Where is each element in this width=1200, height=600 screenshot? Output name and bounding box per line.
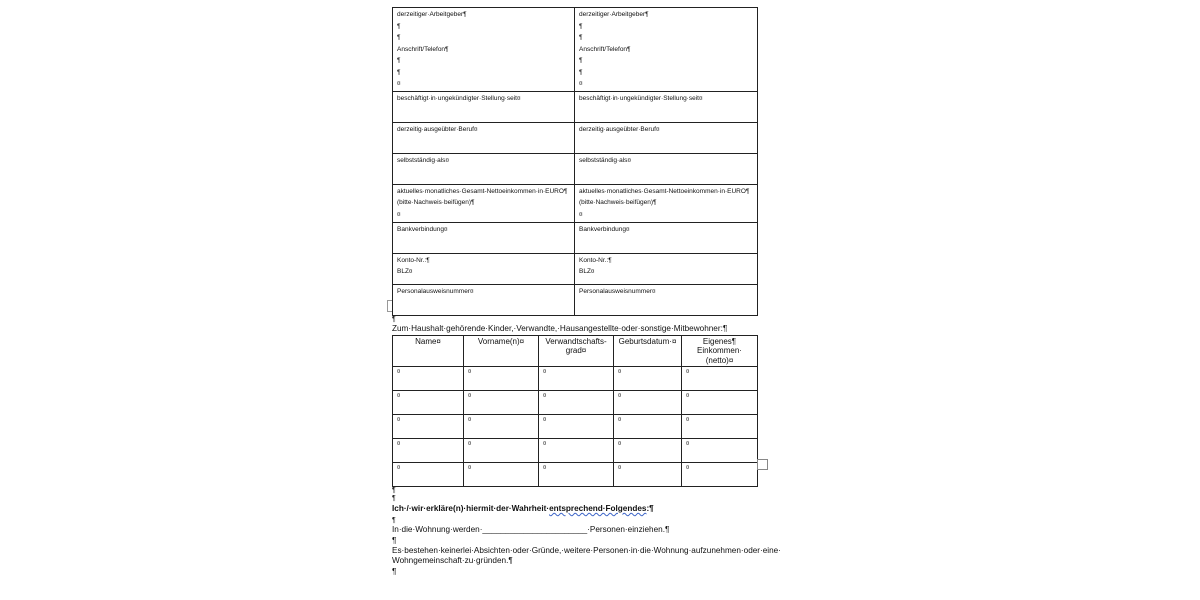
household-column-header — [539, 335, 614, 367]
cell-line: Bankverbindung¤ — [579, 225, 630, 233]
cell-line: ¶ — [397, 68, 401, 76]
cell-line: ¤ — [579, 80, 583, 87]
household-table-cell[interactable]: ¤ — [682, 391, 758, 415]
household-table-cell[interactable]: ¤ — [393, 367, 464, 391]
table-resize-handle[interactable] — [757, 459, 768, 470]
employer-table-cell[interactable] — [393, 222, 575, 253]
employer-table-row — [393, 222, 758, 253]
header-line: (netto)¤ — [705, 355, 734, 365]
employer-table-cell[interactable] — [575, 153, 758, 184]
household-column-header — [614, 335, 682, 367]
household-table-cell[interactable]: ¤ — [393, 463, 464, 487]
intent-line-2[interactable]: Wohngemeinschaft·zu·gründen.¶ — [392, 556, 513, 565]
intent-line-1[interactable]: Es·bestehen·keinerlei·Absichten·oder·Gründe,·weitere·Personen·in·die·Wohnung·aufzunehmen·oder·eine· — [392, 546, 781, 555]
employer-table-cell[interactable] — [575, 253, 758, 284]
cell-line: beschäftigt·in·ungekündigter·Stellung·seit¤ — [397, 94, 521, 102]
employer-table-cell[interactable] — [575, 184, 758, 222]
employer-table-cell[interactable] — [575, 8, 758, 92]
cell-line: ¶ — [579, 68, 583, 76]
employer-table-cell[interactable] — [575, 91, 758, 122]
household-table-cell[interactable]: ¤ — [614, 415, 682, 439]
household-table-cell[interactable]: ¤ — [682, 415, 758, 439]
cell-line: ¤ — [397, 80, 401, 87]
employer-table-row — [393, 284, 758, 315]
cell-line: Personalausweisnummer¤ — [579, 287, 656, 295]
empty-paragraph-mark: ¶ — [392, 517, 396, 524]
employer-table-cell[interactable] — [393, 8, 575, 92]
cell-line: BLZ¤ — [579, 268, 595, 275]
cell-line: (bitte·Nachweis·beifügen)¶ — [397, 199, 475, 206]
move-in-line[interactable]: In·die·Wohnung·werden·_______________________·Personen·einziehen.¶ — [392, 525, 670, 534]
declaration-heading[interactable] — [392, 504, 777, 514]
household-table-cell[interactable]: ¤ — [393, 415, 464, 439]
cell-line: derzeitig·ausgeübter·Beruf¤ — [579, 125, 660, 133]
document-page — [392, 0, 781, 577]
household-table-cell[interactable]: ¤ — [539, 463, 614, 487]
empty-paragraph-mark: ¶ — [392, 495, 396, 502]
cell-line: aktuelles·monatliches·Gesamt-Nettoeinkommen·in·EURO¶ — [579, 187, 750, 195]
employer-table-cell[interactable] — [575, 122, 758, 153]
cell-line: ¤ — [397, 210, 401, 218]
employer-table-cell[interactable] — [393, 253, 575, 284]
header-line: Geburtsdatum·¤ — [618, 336, 677, 346]
header-line: Einkommen· — [697, 346, 742, 355]
header-line: Name¤ — [415, 336, 441, 346]
cell-line: aktuelles·monatliches·Gesamt-Nettoeinkommen·in·EURO¶ — [397, 187, 568, 195]
cell-line: selbstständig·als¤ — [397, 156, 450, 164]
declaration-bold: Ich·/·wir·erkläre(n)·hiermit·der·Wahrheit· — [392, 504, 550, 513]
cell-line: ¤ — [579, 210, 583, 218]
employer-table-row — [393, 253, 758, 284]
cell-line: derzeitiger·Arbeitgeber¶ — [579, 11, 649, 18]
cell-line: ¶ — [397, 22, 401, 30]
household-table-cell[interactable]: ¤ — [539, 391, 614, 415]
declaration-end: :¶ — [646, 504, 654, 513]
household-column-header — [464, 335, 539, 367]
household-table-cell[interactable]: ¤ — [682, 367, 758, 391]
household-table-row — [393, 463, 758, 487]
employer-table-row — [393, 184, 758, 222]
cell-line: Anschrift/Telefon¶ — [579, 45, 631, 53]
employer-table-row — [393, 153, 758, 184]
cell-line: (bitte·Nachweis·beifügen)¶ — [579, 199, 657, 206]
employer-table-cell[interactable] — [393, 122, 575, 153]
household-table-cell[interactable]: ¤ — [539, 415, 614, 439]
household-table-row — [393, 439, 758, 463]
employer-table-cell[interactable] — [393, 284, 575, 315]
household-table-cell[interactable]: ¤ — [464, 415, 539, 439]
cell-line: BLZ¤ — [397, 268, 413, 275]
cell-line: Konto-Nr.:¶ — [579, 256, 612, 264]
employer-table-cell[interactable] — [393, 184, 575, 222]
household-table-row — [393, 391, 758, 415]
employer-table-cell[interactable] — [575, 222, 758, 253]
cell-line: ¶ — [579, 22, 583, 30]
empty-paragraph-mark: ¶ — [392, 536, 397, 545]
household-table-cell[interactable]: ¤ — [464, 439, 539, 463]
cell-line: ¶ — [397, 57, 401, 64]
empty-paragraph-mark: ¶ — [392, 487, 396, 494]
household-column-header — [393, 335, 464, 367]
cell-line: derzeitiger·Arbeitgeber¶ — [397, 11, 467, 18]
cell-line: Konto-Nr.:¶ — [397, 256, 430, 264]
declaration-underlined: entsprechend·Folgendes — [549, 504, 647, 513]
household-table-cell[interactable]: ¤ — [614, 367, 682, 391]
household-table-cell[interactable]: ¤ — [682, 463, 758, 487]
cell-line: derzeitig·ausgeübter·Beruf¤ — [397, 125, 478, 133]
header-line: grad¤ — [565, 346, 587, 355]
employer-table-cell[interactable] — [575, 284, 758, 315]
household-table-cell[interactable]: ¤ — [539, 439, 614, 463]
employer-table-cell[interactable] — [393, 91, 575, 122]
header-line: Verwandtschafts- — [545, 336, 607, 346]
household-table-cell[interactable]: ¤ — [539, 367, 614, 391]
header-line: Eigenes¶ — [702, 336, 737, 346]
household-table-cell[interactable]: ¤ — [464, 391, 539, 415]
household-table-cell[interactable]: ¤ — [682, 439, 758, 463]
household-table-cell[interactable]: ¤ — [393, 391, 464, 415]
household-table-cell[interactable]: ¤ — [614, 391, 682, 415]
household-column-header — [682, 335, 758, 367]
empty-paragraph-mark: ¶ — [392, 315, 396, 323]
cell-line: ¶ — [579, 34, 583, 41]
employer-table-row — [393, 122, 758, 153]
employer-table-cell[interactable] — [393, 153, 575, 184]
header-line: Vorname(n)¤ — [477, 336, 525, 346]
household-table-cell[interactable]: ¤ — [614, 439, 682, 463]
cell-line: ¶ — [397, 34, 401, 41]
cell-line: selbstständig·als¤ — [579, 156, 632, 164]
cell-line: Personalausweisnummer¤ — [397, 287, 474, 295]
household-table-cell[interactable]: ¤ — [393, 439, 464, 463]
employer-table-row — [393, 91, 758, 122]
household-table-cell[interactable]: ¤ — [464, 463, 539, 487]
cell-line: Bankverbindung¤ — [397, 225, 448, 233]
employer-table — [392, 7, 758, 316]
cell-line: beschäftigt·in·ungekündigter·Stellung·seit¤ — [579, 94, 703, 102]
employer-table-row — [393, 8, 758, 92]
household-table-cell[interactable]: ¤ — [614, 463, 682, 487]
household-table-row — [393, 415, 758, 439]
household-table — [392, 335, 758, 488]
empty-paragraph-mark: ¶ — [392, 567, 397, 576]
cell-line: ¶ — [579, 57, 583, 64]
household-table-cell[interactable]: ¤ — [464, 367, 539, 391]
household-table-row — [393, 367, 758, 391]
cell-line: Anschrift/Telefon¶ — [397, 45, 449, 53]
household-heading[interactable]: Zum·Haushalt·gehörende·Kinder,·Verwandte,·Hausangestellte·oder·sonstige·Mitbewohner:¶ — [392, 323, 728, 333]
